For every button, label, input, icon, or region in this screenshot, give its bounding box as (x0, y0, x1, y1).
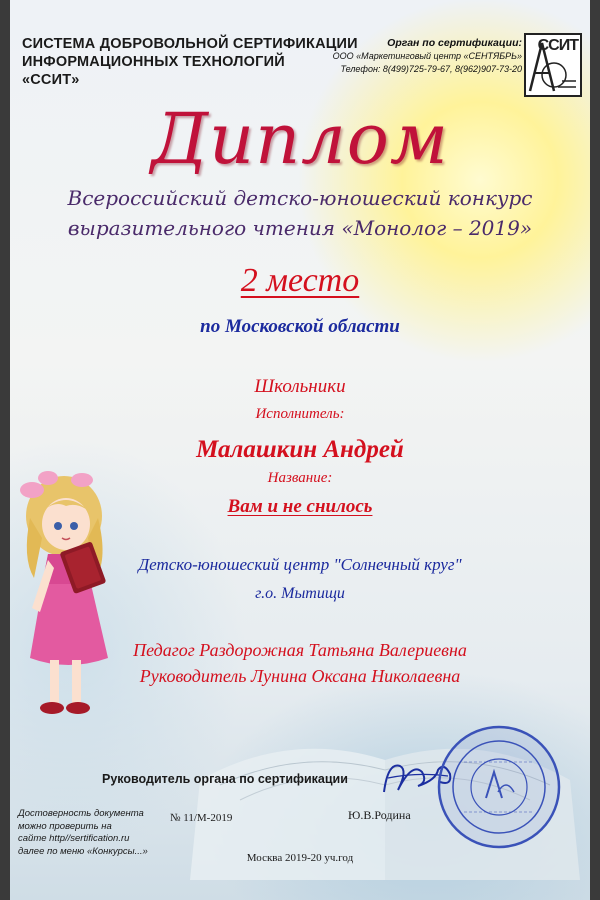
work-title-label: Название: (267, 470, 333, 486)
organization: Детско-юношеский центр "Солнечный круг" (138, 555, 462, 574)
signer-name: Ю.В.Родина (348, 808, 411, 822)
certifier-phone: Телефон: 8(499)725-79-67, 8(962)907-73-20 (340, 64, 522, 74)
diploma-number: № 11/М-2019 (170, 812, 233, 824)
header-left-line-1: СИСТЕМА ДОБРОВОЛЬНОЙ СЕРТИФИКАЦИИ (22, 36, 358, 52)
certification-seal (434, 722, 564, 852)
logo-text: ССИТ (537, 37, 578, 54)
teacher: Педагог Раздорожная Татьяна Валериевна (133, 640, 467, 660)
ssit-logo (524, 33, 582, 97)
verify-line-2: можно проверить на (18, 820, 112, 832)
head: Руководитель Лунина Оксана Николаевна (139, 666, 461, 686)
contest-line-2: выразительного чтения «Монолог – 2019» (67, 216, 533, 240)
certifier-name: ООО «Маркетинговый центр «СЕНТЯБРЬ» (332, 51, 522, 61)
diploma-title: Диплом (151, 98, 449, 180)
category: Школьники (254, 376, 346, 397)
place-award (10, 262, 590, 300)
verify-line-3: сайте http//sertification.ru (18, 833, 130, 844)
certifier-label: Орган по сертификации: (387, 37, 522, 49)
girl-with-book-illustration (12, 468, 132, 728)
place-year: Москва 2019-20 уч.год (246, 852, 354, 864)
performer-name: Малашкин Андрей (196, 436, 404, 463)
performer-label: Исполнитель: (255, 406, 345, 422)
verification-note (18, 808, 178, 858)
region: по Московской области (200, 316, 400, 337)
verify-line-1: Достоверность документа (18, 808, 144, 819)
contest-name (50, 183, 550, 243)
work-title-text: Вам и не снилось (227, 496, 373, 517)
verify-line-4: далее по меню «Конкурсы...» (18, 845, 148, 857)
signature-label: Руководитель органа по сертификации (102, 772, 348, 786)
header-left-line-2: ИНФОРМАЦИОННЫХ ТЕХНОЛОГИЙ (22, 54, 285, 70)
diploma-page (10, 0, 590, 900)
contest-line-1: Всероссийский детско-юношеский конкурс (67, 186, 533, 210)
place-text: 2 место (240, 262, 360, 299)
header-right (292, 36, 522, 76)
city: г.о. Мытищи (255, 585, 345, 602)
header-left-line-3: «ССИТ» (22, 72, 80, 88)
